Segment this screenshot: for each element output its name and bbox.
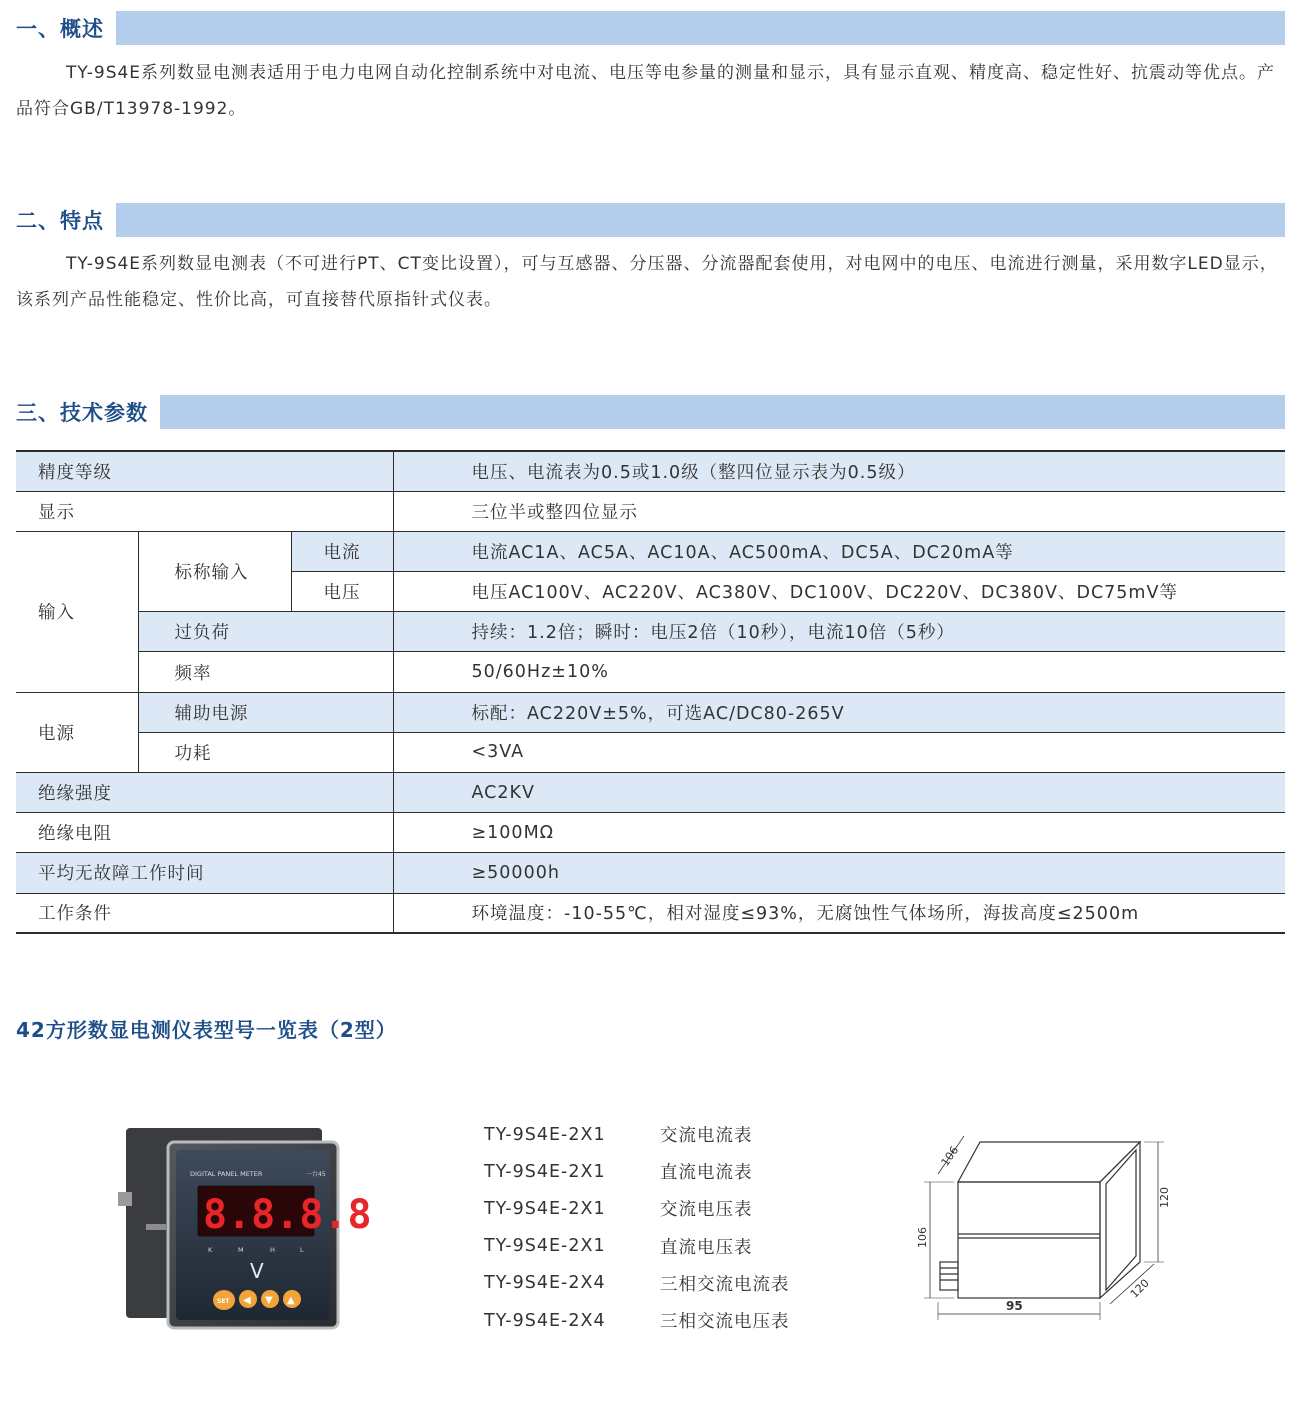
model-name: 交流电流表 — [660, 1126, 753, 1147]
table-row — [16, 531, 1285, 571]
spec-value: ≥100MΩ — [393, 813, 1285, 853]
spec-label: 电流 — [291, 531, 393, 571]
unit-label: V — [250, 1259, 264, 1283]
spec-label: 电压 — [291, 572, 393, 612]
overview-text: TY-9S4E系列数显电测表适用于电力电网自动化控制系统中对电流、电压等电参量的测量和显示，具有显示直观、精度高、稳定性好、抗震动等优点。产品符合GB/T13978-1992。 — [16, 63, 1276, 119]
section-specs-header — [16, 395, 1285, 429]
section-title: 二、特点 — [16, 209, 104, 233]
down-arrow-icon: ▼ — [265, 1295, 273, 1306]
models-title: 42方形数显电测仪表型号一览表（2型） — [16, 1018, 397, 1042]
left-arrow-icon: ◀ — [243, 1295, 251, 1306]
section-bar — [116, 203, 1285, 237]
set-button-label: SET — [217, 1298, 230, 1305]
up-arrow-icon: ▲ — [287, 1295, 295, 1306]
model-code: TY-9S4E-2X4 — [484, 1273, 606, 1294]
section-title: 三、技术参数 — [16, 401, 148, 425]
section-bar — [116, 11, 1285, 45]
model-code: TY-9S4E-2X1 — [484, 1198, 606, 1219]
dimension-label: 106 — [938, 1143, 962, 1169]
spec-subgroup-label: 标称输入 — [138, 531, 291, 611]
spec-label: 绝缘强度 — [16, 773, 393, 813]
list-item — [484, 1265, 790, 1302]
spec-label: 工作条件 — [16, 893, 393, 933]
spec-value: 三位半或整四位显示 — [393, 491, 1285, 531]
model-name: 直流电压表 — [660, 1237, 753, 1258]
indicator-m: M — [238, 1246, 244, 1254]
spec-value: 电压、电流表为0.5或1.0级（整四位显示表为0.5级） — [393, 451, 1285, 491]
spec-label: 显示 — [16, 491, 393, 531]
dimension-label: 106 — [916, 1227, 929, 1248]
spec-label: 频率 — [138, 652, 393, 692]
features-text: TY-9S4E系列数显电测表（不可进行PT、CT变比设置），可与互感器、分压器、分流器配套使用，对电网中的电压、电流进行测量，采用数字LED显示，该系列产品性能稳定、性价比高，可直接替代原指针式仪表。 — [16, 254, 1278, 310]
model-name: 交流电压表 — [660, 1200, 753, 1221]
dimension-label: 120 — [1127, 1276, 1152, 1301]
spec-value: ≥50000h — [393, 853, 1285, 893]
table-row — [16, 692, 1285, 732]
model-name: 三相交流电压表 — [660, 1312, 790, 1333]
model-name: 直流电流表 — [660, 1163, 753, 1184]
model-code: TY-9S4E-2X1 — [484, 1161, 606, 1182]
table-row — [16, 451, 1285, 491]
features-paragraph — [16, 246, 1288, 318]
spec-value: <3VA — [393, 732, 1285, 772]
model-list — [484, 1116, 790, 1339]
table-row — [16, 732, 1285, 772]
table-row — [16, 612, 1285, 652]
list-item — [484, 1153, 790, 1190]
list-item — [484, 1190, 790, 1227]
model-code: TY-9S4E-2X1 — [484, 1124, 606, 1145]
list-item — [484, 1116, 790, 1153]
model-name: 三相交流电流表 — [660, 1274, 790, 1295]
list-item — [484, 1228, 790, 1265]
panel-meter-image — [112, 1120, 372, 1334]
panel-corner-label: 一台45 — [306, 1171, 326, 1178]
dimension-label: 95 — [1006, 1299, 1023, 1313]
indicator-h: H — [270, 1246, 275, 1254]
spec-label: 平均无故障工作时间 — [16, 853, 393, 893]
spec-table — [16, 450, 1285, 934]
spec-label: 辅助电源 — [138, 692, 393, 732]
spec-value: 持续：1.2倍；瞬时：电压2倍（10秒），电流10倍（5秒） — [393, 612, 1285, 652]
list-item — [484, 1302, 790, 1339]
indicator-k: K — [208, 1246, 213, 1254]
spec-label: 绝缘电阻 — [16, 813, 393, 853]
spec-value: 环境温度：-10-55℃，相对湿度≤93%，无腐蚀性气体场所，海拔高度≤2500m — [393, 893, 1285, 933]
model-code: TY-9S4E-2X1 — [484, 1236, 606, 1257]
table-row — [16, 853, 1285, 893]
section-overview-header — [16, 11, 1285, 45]
table-row — [16, 813, 1285, 853]
overview-paragraph — [16, 55, 1288, 127]
led-display: 8.8.8.8 — [203, 1192, 372, 1238]
indicator-l: L — [300, 1246, 304, 1254]
table-row — [16, 773, 1285, 813]
table-row — [16, 491, 1285, 531]
spec-value: 电流AC1A、AC5A、AC10A、AC500mA、DC5A、DC20mA等 — [393, 531, 1285, 571]
spec-label: 过负荷 — [138, 612, 393, 652]
spec-value: AC2KV — [393, 773, 1285, 813]
section-bar — [160, 395, 1285, 429]
spec-value: 电压AC100V、AC220V、AC380V、DC100V、DC220V、DC380V、DC75mV等 — [393, 572, 1285, 612]
spec-label: 功耗 — [138, 732, 393, 772]
spec-group-label: 电源 — [16, 692, 138, 772]
spec-label: 精度等级 — [16, 451, 393, 491]
spec-value: 50/60Hz±10% — [393, 652, 1285, 692]
section-title: 一、概述 — [16, 17, 104, 41]
dimension-label: 120 — [1158, 1187, 1171, 1208]
spec-value: 标配：AC220V±5%，可选AC/DC80-265V — [393, 692, 1285, 732]
dimension-drawing — [910, 1122, 1180, 1332]
table-row — [16, 652, 1285, 692]
model-code: TY-9S4E-2X4 — [484, 1310, 606, 1331]
table-row — [16, 893, 1285, 933]
panel-label: DIGITAL PANEL METER — [190, 1170, 263, 1178]
section-features-header — [16, 203, 1285, 237]
spec-group-label: 输入 — [16, 531, 138, 692]
